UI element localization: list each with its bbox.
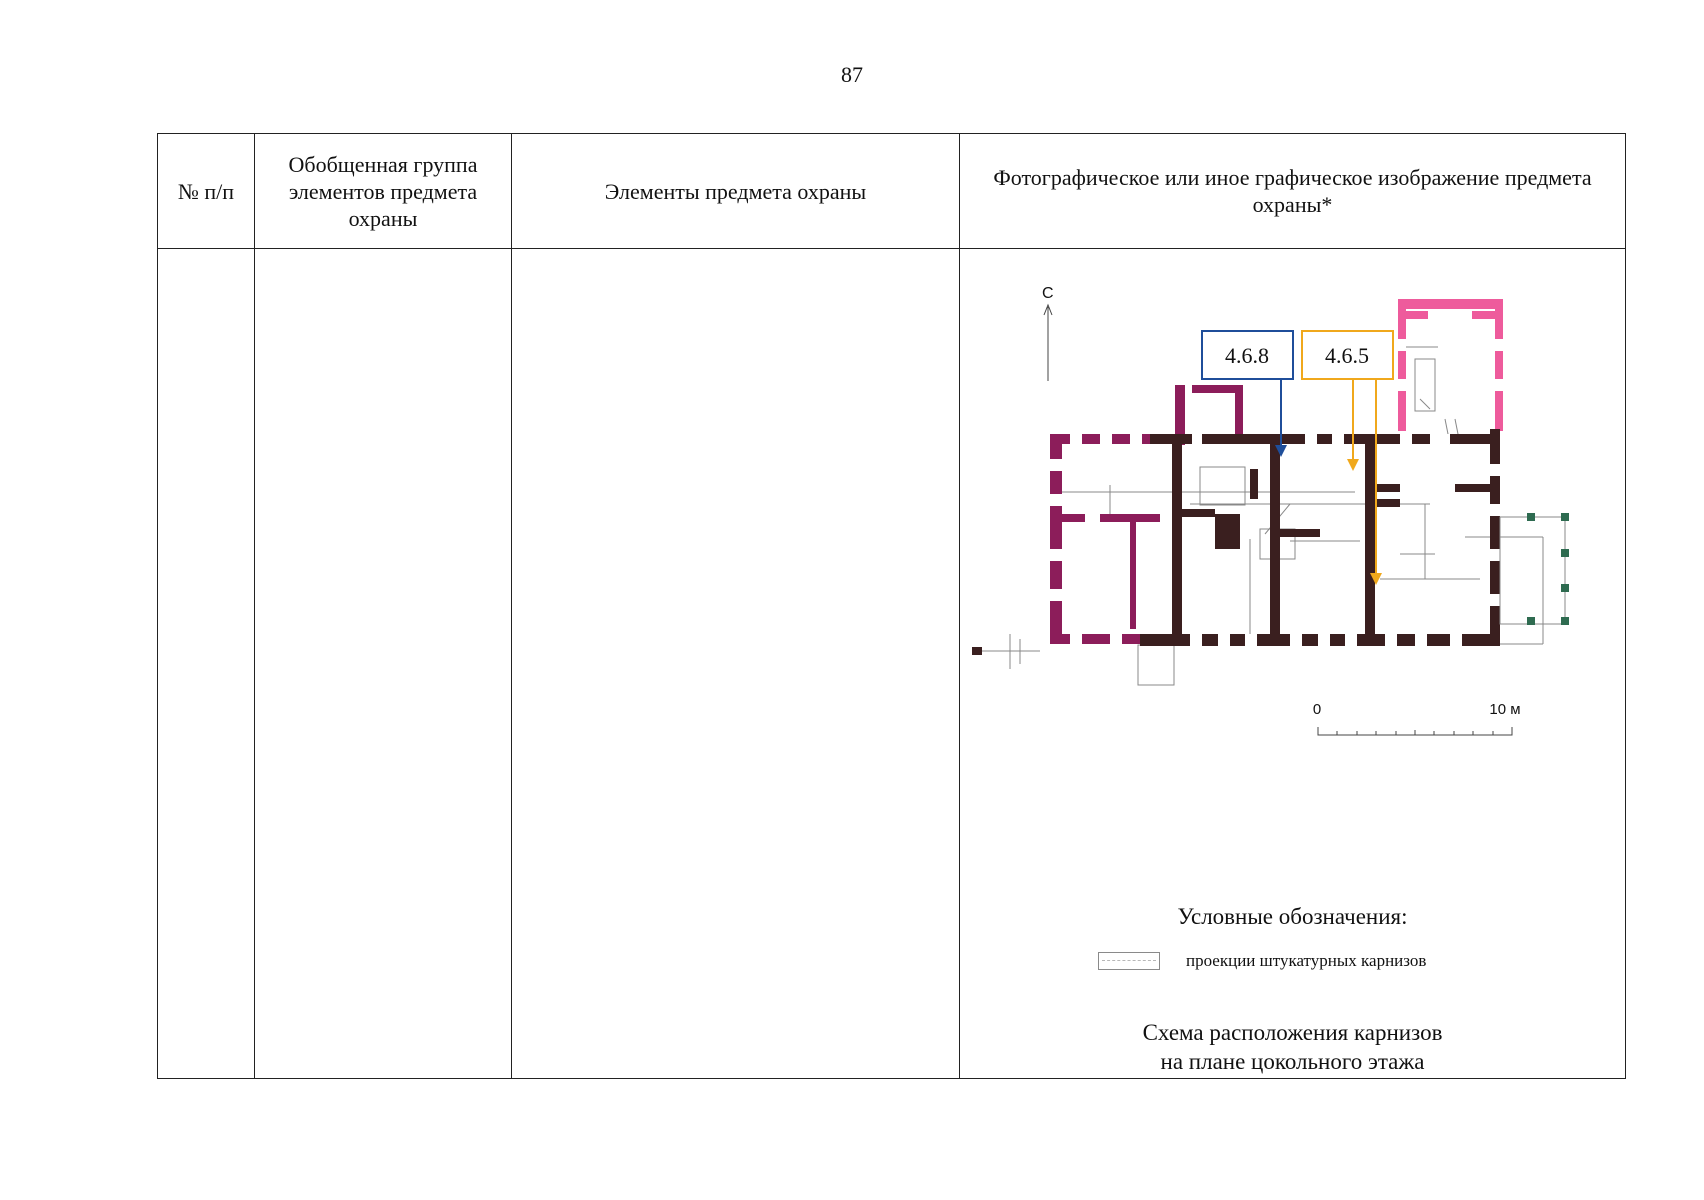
cornice-projection-swatch-icon	[1098, 952, 1160, 970]
veranda	[1500, 513, 1569, 625]
scale-start-label: 0	[1312, 701, 1322, 718]
annex-walls	[1398, 299, 1503, 431]
floor-plan-figure	[960, 249, 1625, 1078]
header-group: Обобщенная группа элементов предмета охраны	[255, 134, 512, 249]
cell-group	[255, 249, 512, 1079]
cell-number	[158, 249, 255, 1079]
legend-title: Условные обозначения:	[1177, 904, 1408, 929]
table-header-row	[158, 134, 1626, 249]
header-number: № п/п	[158, 134, 255, 249]
table-row	[158, 249, 1626, 1079]
marker-4-6-8-label: 4.6.8	[1225, 343, 1269, 368]
floor-plan	[960, 249, 1625, 899]
marker-4-6-5-label: 4.6.5	[1325, 343, 1369, 368]
page-number: 87	[841, 62, 863, 87]
caption-line: на плане цокольного этажа	[1160, 1049, 1425, 1074]
cell-image	[960, 249, 1626, 1079]
marker-4-6-5	[1302, 331, 1393, 585]
legend-item	[1098, 949, 1426, 973]
legend-item-label: проекции штукатурных карнизов	[1186, 951, 1427, 970]
scale-bar	[1313, 701, 1521, 735]
header-image: Фотографическое или иное графическое изображение предмета охраны*	[960, 134, 1626, 249]
north-label: С	[1042, 285, 1054, 302]
protection-table	[157, 133, 1626, 1079]
header-elements: Элементы предмета охраны	[512, 134, 960, 249]
cell-elements	[512, 249, 960, 1079]
north-arrow-icon	[1042, 285, 1054, 381]
caption-line: Схема расположения карнизов	[1142, 1020, 1443, 1045]
figure-caption	[960, 1018, 1625, 1076]
scale-end-label: 10 м	[1489, 701, 1521, 718]
